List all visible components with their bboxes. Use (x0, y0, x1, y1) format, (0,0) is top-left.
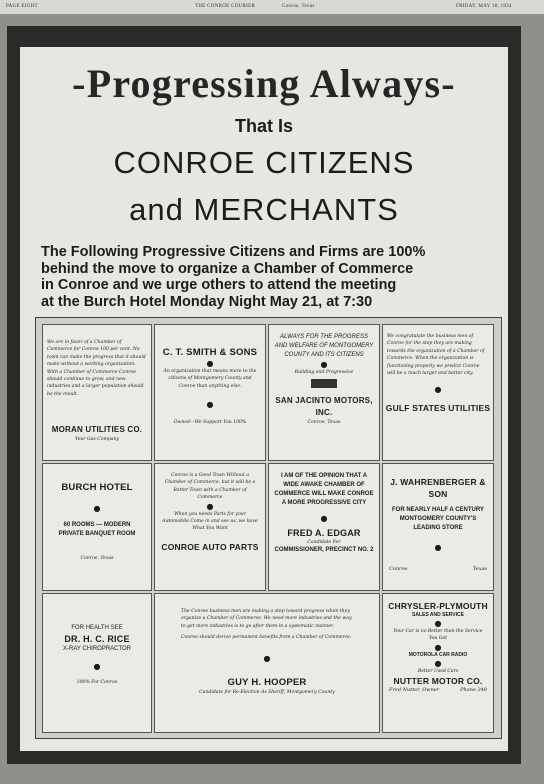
intro-line: The Following Progressive Citizens and Firms are 100% (41, 244, 426, 260)
ad-name: FRED A. EDGAR (287, 528, 361, 538)
ad-name: MORAN UTILITIES CO. (51, 425, 143, 435)
ad-phone: Phone 340 (460, 687, 487, 694)
ad-tagline: Owned—We Support You 100% (173, 420, 247, 426)
intro-line: behind the move to organize a Chamber of Commerce (41, 260, 414, 277)
ad-body: The Conroe business men are making a step toward progress when they organize a Chamber of Commerce. We need more industries and the way to get more industries is to go after them in a systematic manner. (181, 609, 352, 629)
paper-name: THE CONROE COURIER (195, 4, 256, 9)
headline-line1: CONROE CITIZENS (113, 145, 415, 180)
ad-place: Conroe, Texas (80, 556, 114, 561)
ad-body: We are in favor of a Chamber of Commerce for Conroe 100 per cent. No town can make the progress that it should make without a working organization. With a Chamber of Commerce Conroe should continue to grow, and new industries and a larger population should be the result. (47, 340, 146, 397)
bullet-icon: ● (434, 385, 442, 395)
bullet-icon: ● (93, 504, 101, 513)
bullet-icon: ● (320, 360, 328, 369)
ad-sub: SALES AND SERVICE (412, 612, 464, 618)
ad-auto-parts (154, 463, 266, 591)
masthead (0, 0, 544, 14)
ad-sub: Building and Progressive (294, 370, 354, 375)
ad-body: When you needs Parts for your Automobile Come in and see us, we have What You Want (162, 511, 258, 532)
ad-used-cars: Better Used Cars (417, 668, 459, 674)
ad-name: GUY H. HOOPER (227, 676, 307, 688)
ad-banquet: PRIVATE BANQUET ROOM (58, 531, 136, 537)
ad-nutter (382, 593, 494, 733)
ad-name: CHRYSLER-PLYMOUTH (388, 601, 488, 611)
ad-intro: FOR HEALTH SEE (71, 625, 123, 631)
ad-name: CONROE AUTO PARTS (161, 541, 259, 552)
ad-place-left: Conroe (389, 566, 408, 572)
ad-name: GULF STATES UTILITIES (385, 403, 491, 414)
ad-edgar (268, 463, 380, 591)
page-number: PAGE EIGHT (6, 4, 38, 9)
bullet-icon: ● (206, 501, 214, 511)
ad-name: J. WAHRENBERGER & SON (390, 477, 486, 499)
ad-grid (35, 317, 502, 739)
intro-line: in Conroe and we urge others to attend the meeting (41, 277, 397, 293)
bullet-icon: ● (434, 543, 442, 552)
headline-that-is: That Is (234, 116, 293, 136)
chevrolet-logo-icon (311, 379, 337, 388)
intro-text (41, 244, 491, 310)
headline-title: -Progressing Always- (72, 61, 456, 106)
ad-tagline: 100% For Conroe (76, 680, 118, 685)
ad-burch (42, 463, 152, 591)
bullet-icon: ● (93, 662, 101, 671)
ad-office: COMMISSIONER, PRECINCT NO. 2 (274, 547, 374, 554)
ad-role: Candidate For (307, 540, 341, 545)
ad-rooms: 60 ROOMS — MODERN (63, 522, 131, 528)
ad-role: X-RAY CHIROPRACTOR (62, 646, 131, 652)
ad-name: SAN JACINTO MOTORS, INC. (275, 396, 373, 418)
ad-owner: Fred Nutter, Owner (389, 687, 440, 694)
bullet-icon: ● (320, 514, 328, 523)
ad-role: Candidate for Re-Election As Sheriff, Montgomery County (199, 689, 335, 695)
ad-rice (42, 593, 152, 733)
ad-gulf (382, 324, 494, 461)
ad-firm: NUTTER MOTOR CO. (393, 676, 483, 687)
bullet-icon: ● (434, 619, 442, 628)
paper-date: FRIDAY, MAY 18, 1934 (456, 4, 512, 9)
ad-name: C. T. SMITH & SONS (162, 347, 258, 358)
ad-place-right: Texas (472, 566, 487, 572)
ad-body: ALWAYS FOR THE PROGRESS AND WELFARE OF MONTGOMERY COUNTY AND ITS CITIZENS (274, 334, 374, 358)
ad-name: BURCH HOTEL (61, 482, 133, 493)
ad-contact-row (383, 687, 493, 693)
bullet-icon: ● (206, 400, 214, 410)
intro-line: at the Burch Hotel Monday Night May 21, at 7:30 (41, 293, 373, 310)
ad-place: Conroe, Texas (307, 420, 341, 426)
ad-smith (154, 324, 266, 461)
bullet-icon: ● (206, 359, 214, 368)
paper-place: Conroe, Texas (282, 4, 315, 9)
ad-hooper (154, 593, 380, 733)
ad-body: We congratulate the business men of Conroe for the step they are making towards the organization of a Chamber of Commerce. When the organization is functioning properly we predict Conroe will be a much larger and better city. (387, 334, 485, 377)
ad-sanjacinto (268, 324, 380, 461)
ad-body: FOR NEARLY HALF A CENTURY MONTGOMERY COUNTY'S LEADING STORE (391, 507, 484, 531)
bullet-icon: ● (434, 642, 442, 652)
ad-body: Conroe is a Good Town Without a Chamber of Commerce, but it will be a Better Town with a Chamber of Commerce (164, 473, 256, 501)
bullet-icon: ● (434, 658, 442, 668)
ad-body: I AM OF THE OPINION THAT A WIDE AWAKE CHAMBER OF COMMERCE WILL MAKE CONROE A MORE PROGRESSIVE CITY (274, 473, 374, 506)
ad-wahrenberger (382, 463, 494, 591)
ad-name: DR. H. C. RICE (64, 634, 130, 644)
ad-body: Conroe should derive permanent benefits from a Chamber of Commerce. (181, 635, 352, 641)
ad-body: Your Car is no Better than the Service You Get (393, 629, 483, 642)
ad-place-row (383, 566, 493, 572)
ad-radio: MOTOROLA CAR RADIO (408, 651, 468, 658)
bullet-icon: ● (263, 653, 271, 663)
ad-tagline: Your Gas Company (74, 437, 120, 443)
headline-line2: and MERCHANTS (129, 192, 399, 227)
ad-moran (42, 324, 152, 461)
ad-body: An organization that means more to the citizens of Montgomery County and Conroe than anything else. (163, 369, 257, 389)
